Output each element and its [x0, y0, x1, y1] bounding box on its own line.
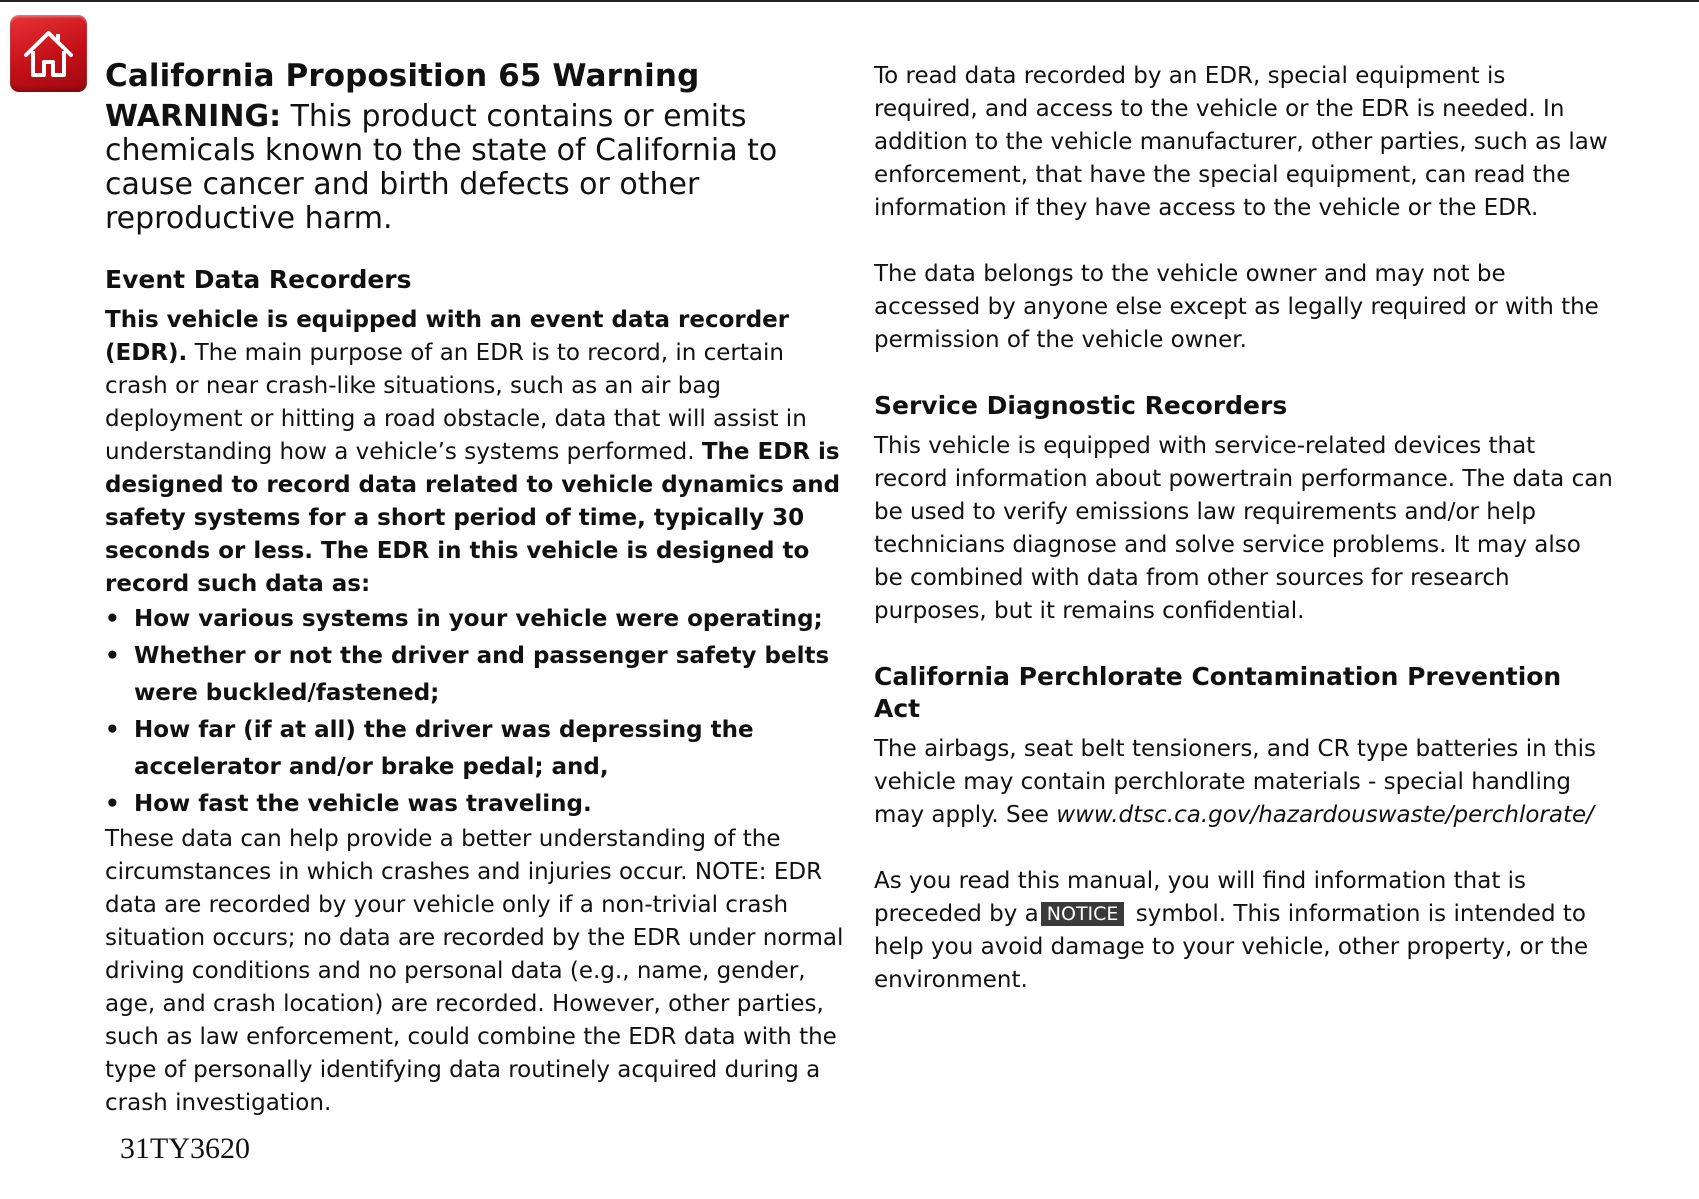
warning-label: WARNING: [105, 99, 282, 134]
list-item: • How fast the vehicle was traveling. [105, 786, 845, 823]
top-rule [0, 0, 1699, 2]
home-icon [20, 25, 77, 82]
prop65-title: California Proposition 65 Warning [105, 58, 700, 94]
prop65-warning [105, 100, 845, 236]
edr-owner-paragraph: The data belongs to the vehicle owner and may not be accessed by anyone else except as legally required or with the permission of the vehicle owner. [874, 261, 1599, 353]
perchlorate-heading: California Perchlorate Contamination Prevention Act [874, 662, 1562, 723]
edr-intro-bold-2: The EDR is designed to record data related to vehicle dynamics and safety systems for a short period of time, typically 30 seconds or less. The EDR in this vehicle is designed to record such data as: [105, 439, 841, 597]
list-item: • How far (if at all) the driver was depressing the accelerator and/or brake pedal; and, [105, 712, 845, 786]
edr-read-paragraph: To read data recorded by an EDR, special equipment is required, and access to the vehicle or the EDR is needed. In addition to the vehicle manufacturer, other parties, such as law enforcement, that have the special equipment, can read the information if they have access to the vehicle or the EDR. [874, 63, 1608, 221]
edr-intro-text: The main purpose of an EDR is to record, in certain crash or near crash-like situations, such as an air bag deployment or hitting a road obstacle, data that will assist in understanding how a vehicle’s systems performed. [105, 340, 807, 465]
right-column [874, 60, 1614, 997]
list-item: • How various systems in your vehicle were operating; [105, 601, 845, 638]
edr-heading: Event Data Recorders [105, 265, 412, 294]
sdr-heading: Service Diagnostic Recorders [874, 391, 1288, 420]
warning-text: This product contains or emits chemicals known to the state of California to cause cancer and birth defects or other reproductive harm. [105, 99, 778, 236]
perchlorate-link[interactable]: www.dtsc.ca.gov/hazardouswaste/perchlorate/ [1056, 802, 1594, 828]
edr-intro [105, 304, 845, 601]
list-item: • Whether or not the driver and passenger safety belts were buckled/fastened; [105, 638, 845, 712]
perchlorate-text: The airbags, seat belt tensioners, and CR type batteries in this vehicle may contain perchlorate materials - special handling may apply. See [874, 736, 1596, 828]
edr-intro-bold: This vehicle is equipped with an event data recorder (EDR). [105, 307, 790, 366]
home-button[interactable] [10, 15, 87, 92]
perchlorate-paragraph [874, 733, 1614, 832]
notice-paragraph [874, 865, 1614, 997]
notice-badge: NOTICE [1041, 902, 1125, 926]
edr-closing: These data can help provide a better understanding of the circumstances in which crashes and injuries occur. NOTE: EDR data are recorded by your vehicle only if a non-trivial crash situation occurs; no data are recorded by the EDR under normal driving conditions and no personal data (e.g., name, gender, age, and crash location) are recorded. However, other parties, such as law enforcement, could combine the EDR data with the type of personally identifying data routinely acquired during a crash investigation. [105, 826, 844, 1116]
left-column [105, 50, 845, 1120]
notice-text-after: symbol. This information is intended to help you avoid damage to your vehicle, other property, or the environment. [874, 901, 1589, 993]
notice-text-before: As you read this manual, you will find information that is preceded by a [874, 868, 1527, 927]
sdr-paragraph: This vehicle is equipped with service-related devices that record information about powertrain performance. The data can be used to verify emissions law requirements and/or help technicians diagnose and solve service problems. It may also be combined with data from other sources for research purposes, but it remains confidential. [874, 433, 1613, 624]
edr-bullet-list [105, 601, 845, 823]
document-code: 31TY3620 [120, 1132, 250, 1165]
